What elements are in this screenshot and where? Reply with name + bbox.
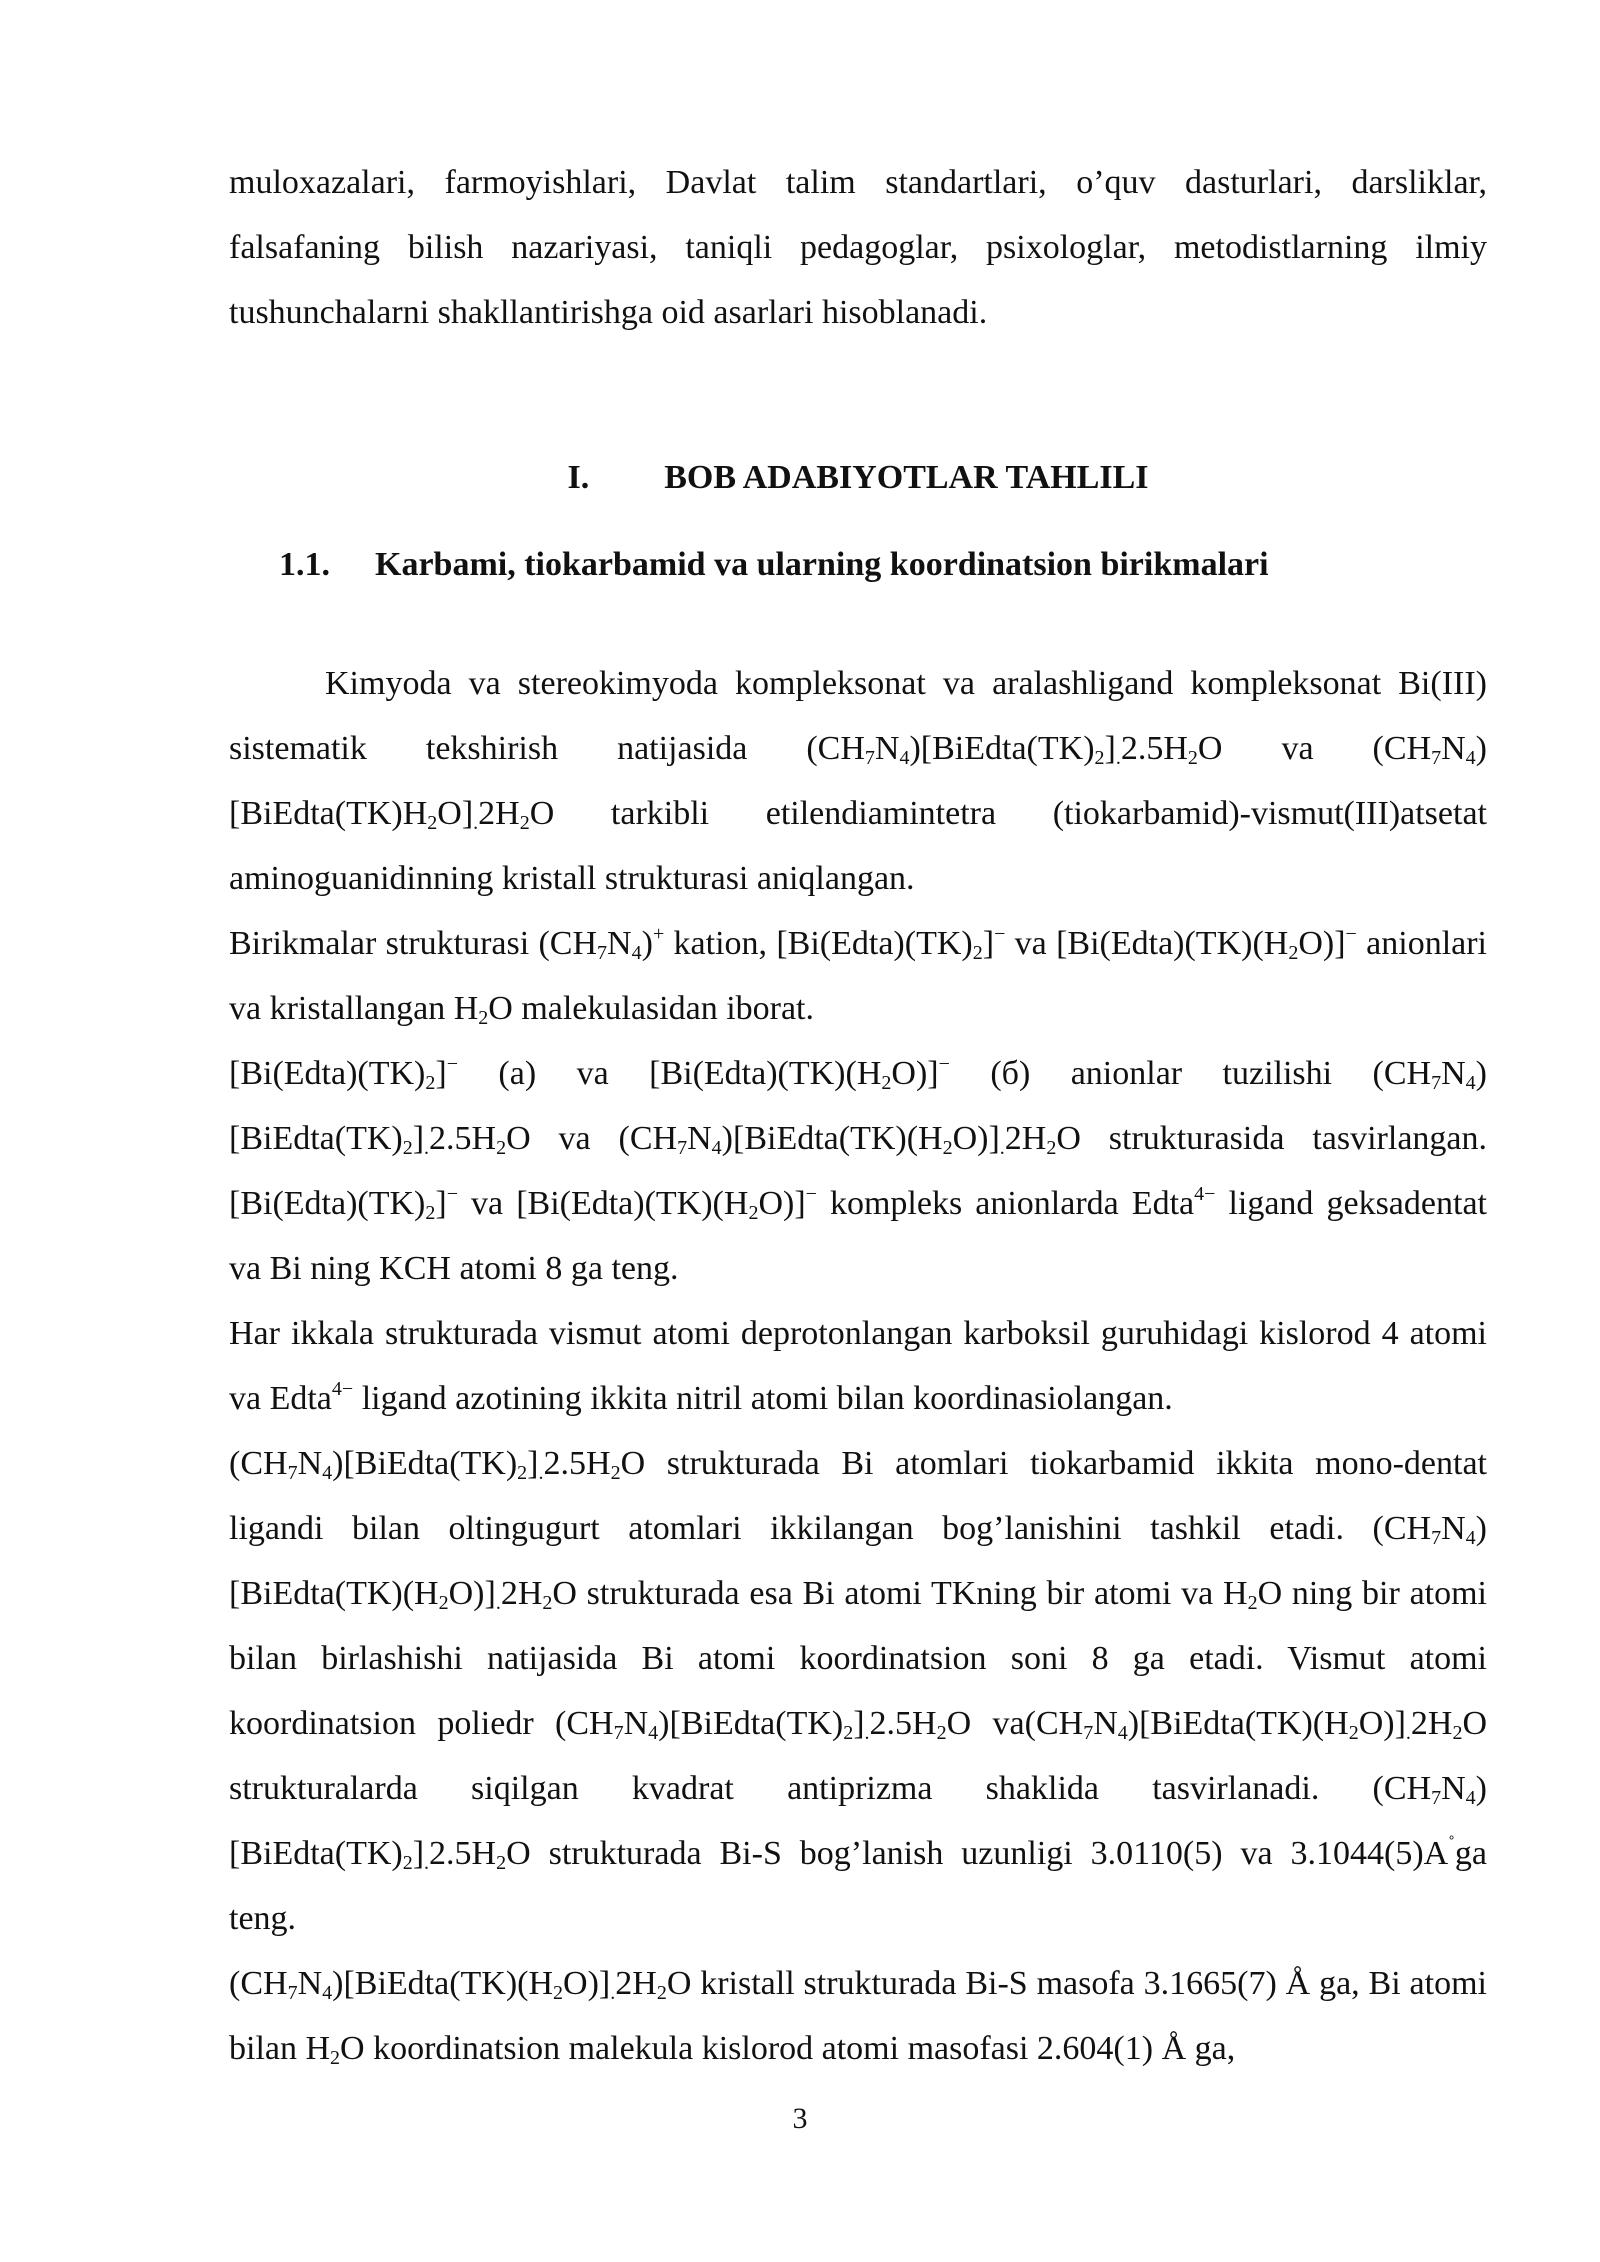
chapter-number: I. <box>567 459 590 496</box>
section-heading <box>229 532 1487 597</box>
paragraph-6: $(CH_7N_4)[BiEdta(TK)(H_2O)]_.2H_2O$ kristall strukturada Bi-S masofa 3.1665(7) Å ga, Bi atomi bilan $H_2O$ koordinatsion malekula kislorod atomi masofasi 2.604(1) Å ga, <box>229 1965 1487 2069</box>
paragraph-intro: muloxazalari, farmoyishlari, Davlat talim standartlari, o’quv dasturlari, darsliklar, falsafaning bilish nazariyasi, taniqli pedagoglar, psixologlar, metodistlarning ilmiy tushunchalarni shakllantirishga oid asarlari hisoblanadi. <box>229 164 1487 331</box>
paragraph-4: Har ikkala strukturada vismut atomi deprotonlangan karboksil guruhidagi kislorod 4 atomi va Edta$^{4-}$ ligand azotining ikkita nitril atomi bilan koordinasiolangan. <box>229 1315 1487 1417</box>
paragraph-1: Kimyoda va stereokimyoda kompleksonat va aralashligand kompleksonat Bi(III) sistematik tekshirish natijasida $(CH_7N_4)[BiEdta(TK)_2]_.2.5H_2O$ va $(CH_7N_4)[BiEdta(TK)H_2O]_.2H_2O$ tarkibli etilendiamintetra (tiokarbamid)-vismut(III)atsetat aminoguanidinning kristall strukturasi aniqlangan. <box>229 665 1487 897</box>
document-page <box>229 150 1487 2081</box>
chapter-heading <box>229 445 1487 510</box>
section-number: 1.1. <box>279 546 330 583</box>
page-number: 3 <box>792 2102 808 2135</box>
section-title: Karbami, tiokarbamid va ularning koordinatsion birikmalari <box>375 546 1269 583</box>
chapter-title: BOB ADABIYOTLAR TAHLILI <box>664 459 1149 496</box>
paragraph-2: Birikmalar strukturasi $(CH_7N_4)^+$ kation, $[Bi(Edta)(TK)_2]^-$ va $[Bi(Edta)(TK)(H_2O)]^-$ anionlari va kristallangan $H_2O$ malekulasidan iborat. <box>229 923 1487 1029</box>
paragraph-3: $[Bi(Edta)(TK)_2]^-$ (a) va $[Bi(Edta)(TK)(H_2O)]^-$ (б) anionlar tuzilishi $(CH_7N_4)[BiEdta(TK)_2]_.2.5H_2O$ va $(CH_7N_4)[BiEdta(TK)(H_2O)]_.2H_2O$ strukturasida tasvirlangan. $[Bi(Edta)(TK)_2]^-$ va $[Bi(Edta)(TK)(H_2O)]^-$ kompleks anionlarda Edta$^{4-}$ ligand geksadentat va Bi ning KCH atomi 8 ga teng. <box>229 1053 1487 1287</box>
paragraph-5: $(CH_7N_4)[BiEdta(TK)_2]_.2.5H_2O$ strukturada Bi atomlari tiokarbamid ikkita mono-dentat ligandi bilan oltingugurt atomlari ikkilangan bog’lanishini tashkil etadi. $(CH_7N_4)[BiEdta(TK)(H_2O)]_.2H_2O$ strukturada esa Bi atomi TKning bir atomi va $H_2O$ ning bir atomi bilan birlashishi natijasida Bi atomi koordinatsion soni 8 ga etadi. Vismut atomi koordinatsion poliedr $(CH_7N_4)[BiEdta(TK)_2]_.2.5H_2O$ $va(CH_7N_4)[BiEdta(TK)(H_2O)]_.2H_2O$ strukturalarda siqilgan kvadrat antiprizma shaklida tasvirlanadi. $(CH_7N_4)[BiEdta(TK)_2]_.2.5H_2O$ strukturada Bi-S bog’lanish uzunligi 3.0110(5) va 3.1044(5)A˚ga teng. <box>229 1445 1488 1937</box>
